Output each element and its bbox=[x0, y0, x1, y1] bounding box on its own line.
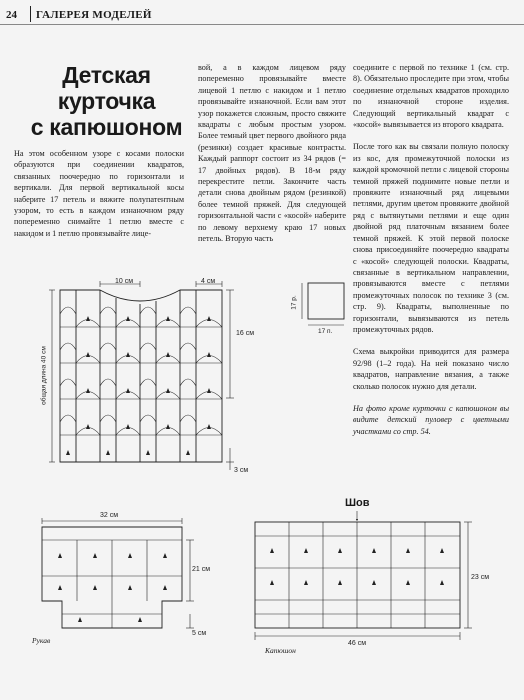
sleeve-caption: Рукав bbox=[32, 636, 51, 645]
swatch-square bbox=[302, 283, 344, 325]
sleeve-cuff-label: 5 см bbox=[192, 630, 207, 637]
section-title: ГАЛЕРЕЯ МОДЕЛЕЙ bbox=[36, 9, 152, 21]
body-shoulder-label: 4 см bbox=[201, 278, 216, 285]
sleeve-width-label: 32 см bbox=[100, 512, 119, 519]
body-bottom-label: 3 см bbox=[234, 467, 249, 474]
swatch-width-label: 17 п. bbox=[318, 328, 333, 335]
swatch-height-label: 17 р. bbox=[290, 295, 298, 310]
hood-seam-label: Шов bbox=[345, 497, 370, 509]
title-line-1: Детская bbox=[62, 62, 151, 88]
page-number: 24 bbox=[6, 9, 17, 21]
sleeve-schematic bbox=[42, 518, 194, 628]
column2-text: вой, а в каждом лицевом ряду попеременно провязывайте вместе лицевой 1 петлю с накидом и 1 петлю провязывайте изнаночной. Если вам этот узор покажется сложным, просто свяжите квадраты с любым простым узором. Более темный цвет первого двойного ряда (резинки) создает красивые контрасты. Каждый раппорт состоит из 34 рядов (= 17 двойных рядов). В 18-м ряду перекрестите петли. Закончите часть детали снова двойным рядом (резинкой) более темной пряжей. Для следующей горизонтальной части с «косой» наберите по левому верхнему краю 17 новых петель. Вторую часть bbox=[198, 63, 346, 244]
hood-width-label: 46 см bbox=[348, 640, 367, 647]
column3-paragraph-3: Схема выкройки приводится для размера 92/98 (1–2 года). На ней показано число квадратов, направление вязания, а также сколько полосок нужно для детали. bbox=[353, 347, 509, 391]
hood-caption: Капюшон bbox=[265, 646, 296, 655]
sleeve-height-label: 21 см bbox=[192, 566, 211, 573]
title-line-3: с капюшоном bbox=[30, 114, 183, 140]
column3-paragraph-1: соедините с первой по технике 1 (см. стр. 8). Обязательно проследите при этом, чтобы соединение отдельных квадратов проходило по изнаночной стороне изделия. Следующий вертикальный квадрат с «косой» вывязывается из второго квадрата. bbox=[353, 63, 509, 130]
body-height-label: 16 см bbox=[236, 330, 255, 337]
column3-paragraph-2: После того как вы связали полную полоску из кос, для промежуточной полоски из каждой кромочной петли с лицевой стороны темной пряжей поднимите новые петли и провяжите изнаночный ряд лицевыми петлями, другим цветом провяжите двойной ряд с вытянутыми петлями и еще один двойной ряд платочным вязанием более темной пряжей. К этой первой полоске снова присоединяйте поочередно квадраты с «косой» следующей полоски. Квадраты, связанные в вертикальном направлении, провязываются вместе с петлями промежуточных полосок по технике 3 (см. стр. 9). Квадраты, выполненные по горизонтали, вывязываются из петель промежуточных рядов. bbox=[353, 142, 509, 334]
title-line-2: курточка bbox=[57, 88, 156, 114]
body-schematic bbox=[49, 281, 234, 470]
column1-text: На этом особенном узоре с косами полоски образуются при соединении квадратов, связанных поочередно по горизонтали и вертикали. Для первой вертикальной косы наберите 17 петель и вяжите полупатентным узором, то есть в каждом изнаночном ряду попеременно снимайте 1 петлю вместе с накидом и 1 петлю провязывайте лице- bbox=[14, 149, 184, 238]
body-total-length-label: общая длина 40 см bbox=[40, 346, 48, 405]
photo-note: На фото кроме курточки с капюшоном вы видите детский пуловер с цветными участками со стр. 54. bbox=[353, 403, 509, 436]
body-top-width-label: 10 см bbox=[115, 278, 134, 285]
hood-schematic bbox=[255, 511, 472, 640]
hood-height-label: 23 см bbox=[471, 574, 490, 581]
